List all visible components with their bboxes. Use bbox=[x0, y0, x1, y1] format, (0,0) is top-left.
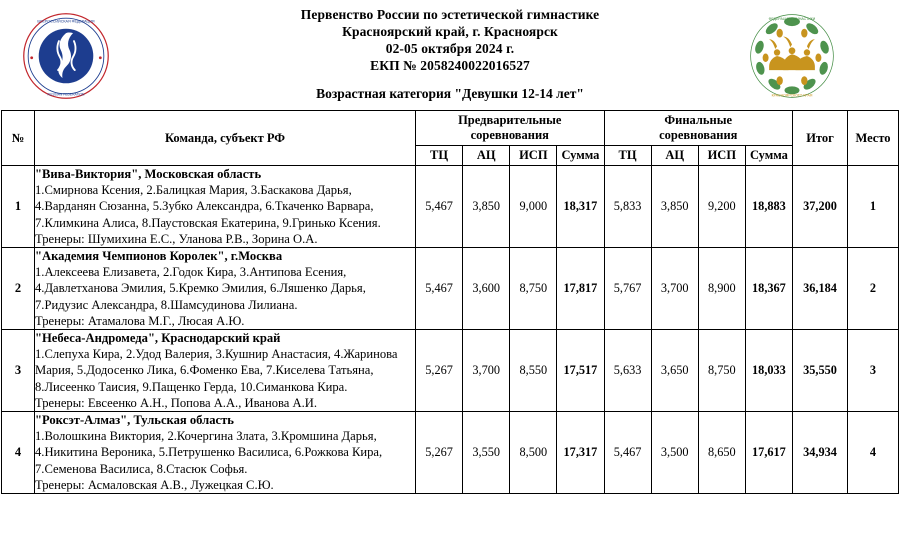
total-score: 36,184 bbox=[793, 248, 848, 330]
final-ac: 3,850 bbox=[651, 166, 698, 248]
col-header-prelim-isp: ИСП bbox=[510, 146, 557, 166]
title-block bbox=[150, 6, 750, 102]
title-line-3: 02-05 октября 2024 г. bbox=[385, 41, 515, 56]
final-isp: 8,900 bbox=[698, 248, 745, 330]
table-body bbox=[2, 166, 899, 494]
table-header-row-1 bbox=[2, 111, 899, 146]
final-sum: 18,883 bbox=[745, 166, 792, 248]
col-header-place: Место bbox=[848, 111, 899, 166]
prelim-ac: 3,600 bbox=[463, 248, 510, 330]
final-isp: 8,750 bbox=[698, 330, 745, 412]
final-tc: 5,467 bbox=[604, 412, 651, 494]
prelim-sum: 18,317 bbox=[557, 166, 604, 248]
final-ac: 3,700 bbox=[651, 248, 698, 330]
col-header-final-sum: Сумма bbox=[745, 146, 792, 166]
final-tc: 5,833 bbox=[604, 166, 651, 248]
col-header-prelim-tc: ТЦ bbox=[416, 146, 463, 166]
coach-list: Тренеры: Асмаловская А.В., Лужецкая С.Ю. bbox=[35, 477, 274, 492]
row-number: 4 bbox=[2, 412, 35, 494]
coach-list: Тренеры: Шумихина Е.С., Уланова Р.В., Зорина О.А. bbox=[35, 231, 318, 246]
prelim-tc: 5,467 bbox=[416, 166, 463, 248]
title-line-1: Первенство России по эстетической гимнастике bbox=[300, 7, 600, 22]
svg-text:ВСЕРОССИЙСКАЯ ФЕДЕРАЦИЯ: ВСЕРОССИЙСКАЯ ФЕДЕРАЦИЯ bbox=[37, 19, 95, 24]
col-header-final-tc: ТЦ bbox=[604, 146, 651, 166]
prelim-sum: 17,517 bbox=[557, 330, 604, 412]
table-row bbox=[2, 412, 899, 494]
col-header-prelim-ac: АЦ bbox=[463, 146, 510, 166]
athlete-list: 1.Слепуха Кира, 2.Удод Валерия, 3.Кушнир Анастасия, 4.Жаринова Мария, 5.Додосенко Лика, 6.Фоменко Ева, 7.Киселева Татьяна, 8.Лисеенко Таисия, 9.Пащенко Герда, 10.Симанкова Кира. bbox=[35, 347, 398, 394]
federation-logo-left bbox=[22, 12, 110, 100]
team-name: "Роксэт-Алмаз", Тульская область bbox=[35, 413, 234, 428]
team-cell bbox=[35, 330, 416, 412]
place: 4 bbox=[848, 412, 899, 494]
title-line-2: Красноярский край, г. Красноярск bbox=[342, 24, 558, 39]
final-ac: 3,650 bbox=[651, 330, 698, 412]
col-header-team: Команда, субъект РФ bbox=[35, 111, 416, 166]
place: 1 bbox=[848, 166, 899, 248]
team-cell bbox=[35, 248, 416, 330]
svg-text:КРАСНОЯРСКОГО КРАЯ: КРАСНОЯРСКОГО КРАЯ bbox=[771, 93, 813, 98]
prelim-sum: 17,317 bbox=[557, 412, 604, 494]
athlete-list: 1.Смирнова Ксения, 2.Балицкая Мария, 3.Баскакова Дарья, 4.Варданян Сюзанна, 5.Зубко Александра, 6.Ткаченко Варвара, 7.Климкина Алиса, 8.Паустовская Екатерина, 9.Гринько Ксения. bbox=[35, 183, 381, 230]
final-sum: 18,033 bbox=[745, 330, 792, 412]
col-header-final bbox=[604, 111, 793, 146]
total-score: 37,200 bbox=[793, 166, 848, 248]
svg-text:ФЕДЕРАЦИЯ ГИМНАСТИКИ: ФЕДЕРАЦИЯ ГИМНАСТИКИ bbox=[768, 16, 816, 21]
final-isp: 9,200 bbox=[698, 166, 745, 248]
results-table bbox=[1, 110, 899, 494]
final-tc: 5,633 bbox=[604, 330, 651, 412]
svg-text:RUSSIAN FEDERATION: RUSSIAN FEDERATION bbox=[47, 92, 85, 97]
prelim-tc: 5,267 bbox=[416, 412, 463, 494]
prelim-tc: 5,267 bbox=[416, 330, 463, 412]
title-line-4: ЕКП № 2058240022016527 bbox=[370, 58, 530, 73]
age-category-label: Возрастная категория "Девушки 12-14 лет" bbox=[316, 86, 584, 101]
table-row bbox=[2, 166, 899, 248]
col-header-number: № bbox=[2, 111, 35, 166]
coach-list: Тренеры: Атамалова М.Г., Люсая А.Ю. bbox=[35, 313, 245, 328]
final-ac: 3,500 bbox=[651, 412, 698, 494]
prelim-sum: 17,817 bbox=[557, 248, 604, 330]
athlete-list: 1.Волошкина Виктория, 2.Кочергина Злата, 3.Кромшина Дарья, 4.Никитина Вероника, 5.Петрушенко Василиса, 6.Рожкова Кира, 7.Семенова Василиса, 8.Стасюк Софья. bbox=[35, 429, 383, 476]
prelim-isp: 8,500 bbox=[510, 412, 557, 494]
team-name: "Вива-Виктория", Московская область bbox=[35, 167, 262, 181]
total-score: 35,550 bbox=[793, 330, 848, 412]
federation-logo-right bbox=[748, 12, 836, 100]
prelim-isp: 9,000 bbox=[510, 166, 557, 248]
prelim-ac: 3,850 bbox=[463, 166, 510, 248]
prelim-ac: 3,700 bbox=[463, 330, 510, 412]
final-sum: 17,617 bbox=[745, 412, 792, 494]
table-head bbox=[2, 111, 899, 166]
athlete-list: 1.Алексеева Елизавета, 2.Годок Кира, 3.Антипова Есения, 4.Давлетханова Эмилия, 5.Кремко Эмилия, 6.Ляшенко Дарья, 7.Ридузис Александра, 8.Шамсудинова Лилиана. bbox=[35, 265, 366, 312]
team-name: "Небеса-Андромеда", Краснодарский край bbox=[35, 331, 281, 346]
team-cell bbox=[35, 412, 416, 494]
final-line-1: Финальные bbox=[664, 113, 733, 127]
preliminary-line-1: Предварительные bbox=[458, 113, 562, 127]
col-header-preliminary bbox=[416, 111, 605, 146]
final-sum: 18,367 bbox=[745, 248, 792, 330]
prelim-isp: 8,750 bbox=[510, 248, 557, 330]
prelim-tc: 5,467 bbox=[416, 248, 463, 330]
team-cell bbox=[35, 166, 416, 248]
row-number: 1 bbox=[2, 166, 35, 248]
col-header-prelim-sum: Сумма bbox=[557, 146, 604, 166]
place: 2 bbox=[848, 248, 899, 330]
place: 3 bbox=[848, 330, 899, 412]
final-isp: 8,650 bbox=[698, 412, 745, 494]
col-header-final-ac: АЦ bbox=[651, 146, 698, 166]
title-spacer bbox=[150, 74, 750, 85]
final-tc: 5,767 bbox=[604, 248, 651, 330]
table-row bbox=[2, 248, 899, 330]
row-number: 2 bbox=[2, 248, 35, 330]
document-header bbox=[0, 0, 900, 110]
final-line-2: соревнования bbox=[659, 128, 738, 142]
table-row bbox=[2, 330, 899, 412]
total-score: 34,934 bbox=[793, 412, 848, 494]
prelim-ac: 3,550 bbox=[463, 412, 510, 494]
col-header-final-isp: ИСП bbox=[698, 146, 745, 166]
row-number: 3 bbox=[2, 330, 35, 412]
prelim-isp: 8,550 bbox=[510, 330, 557, 412]
preliminary-line-2: соревнования bbox=[470, 128, 549, 142]
coach-list: Тренеры: Евсеенко А.Н., Попова А.А., Иванова А.И. bbox=[35, 395, 318, 410]
col-header-total: Итог bbox=[793, 111, 848, 166]
team-name: "Академия Чемпионов Королек", г.Москва bbox=[35, 249, 283, 264]
